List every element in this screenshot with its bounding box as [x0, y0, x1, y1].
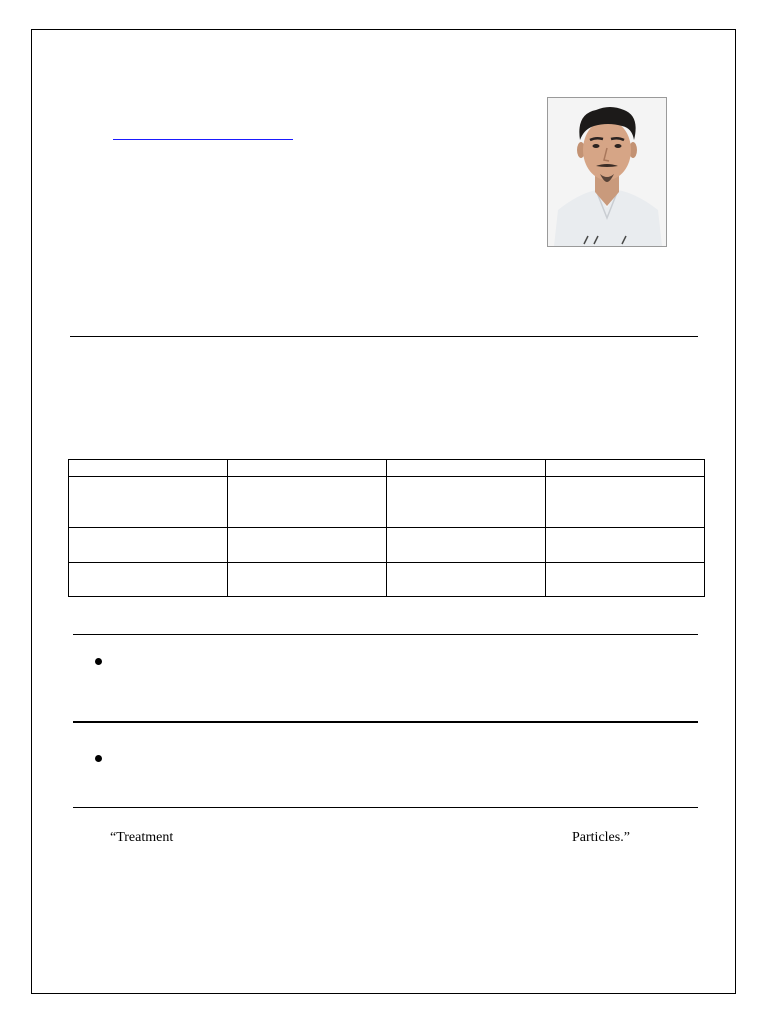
- table-row: [69, 528, 705, 563]
- table-cell: [546, 477, 705, 528]
- section-divider: [73, 634, 698, 635]
- bullet-point-icon: [95, 658, 102, 665]
- education-table: [68, 459, 705, 597]
- table-cell: [228, 460, 387, 477]
- table-cell: [546, 563, 705, 597]
- email-link-underline[interactable]: [113, 139, 293, 140]
- table-cell: [69, 477, 228, 528]
- table-cell: [69, 563, 228, 597]
- section-divider: [70, 336, 698, 337]
- section-divider: [73, 807, 698, 808]
- table-cell: [387, 563, 546, 597]
- bullet-point-icon: [95, 755, 102, 762]
- table-cell: [228, 563, 387, 597]
- table-cell: [69, 460, 228, 477]
- profile-photo-illustration: [548, 98, 666, 246]
- table-cell: [387, 528, 546, 563]
- table-cell: [546, 460, 705, 477]
- table-cell: [228, 477, 387, 528]
- table-cell: [387, 460, 546, 477]
- table-cell: [69, 528, 228, 563]
- project-title-start: “Treatment: [110, 830, 174, 845]
- table-row: [69, 563, 705, 597]
- table-cell: [228, 528, 387, 563]
- table-header-row: [69, 460, 705, 477]
- profile-photo: [547, 97, 667, 247]
- table-cell: [546, 528, 705, 563]
- table-row: [69, 477, 705, 528]
- section-divider: [73, 721, 698, 723]
- table-cell: [387, 477, 546, 528]
- project-title-end: Particles.”: [572, 830, 630, 845]
